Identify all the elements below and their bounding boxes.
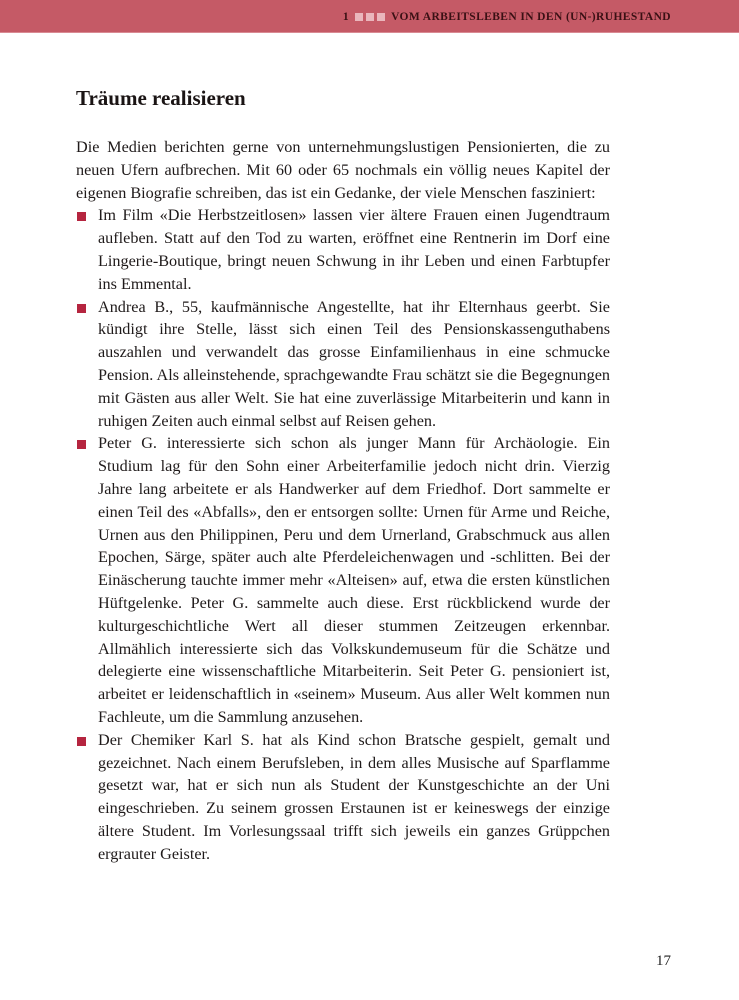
chapter-title: VOM ARBEITSLEBEN IN DEN (UN-)RUHESTAND xyxy=(391,11,671,23)
list-item xyxy=(76,729,610,866)
square-bullet-icon xyxy=(77,737,86,746)
page-number: 17 xyxy=(656,953,671,969)
square-icon xyxy=(355,13,363,21)
running-head xyxy=(343,11,671,23)
intro-paragraph: Die Medien berichten gerne von unternehmungslustigen Pensionierten, die zu neuen Ufern aufbrechen. Mit 60 oder 65 nochmals ein völlig neues Kapitel der eigenen Biografie schreiben, das ist ein Gedanke, der viele Menschen fasziniert: xyxy=(76,138,610,202)
chapter-number: 1 xyxy=(342,11,350,23)
list-item-text: Andrea B., 55, kaufmännische Angestellte, hat ihr Elternhaus geerbt. Sie kündigt ihre Stelle, lässt sich einen Teil des Pensionskassenguthabens auszahlen und verwandelt das grosse Einfamilienhaus in eine schmucke Pension. Als alleinstehende, sprachgewandte Frau schätzt sie die Begegnungen mit Gästen aus aller Welt. Sie hat eine zuverlässige Mitarbeiterin und kann in ruhigen Zeiten auch einmal selbst auf Reisen gehen. xyxy=(98,297,610,430)
section-title: Träume realisieren xyxy=(76,86,246,110)
body-text xyxy=(76,136,610,866)
square-bullet-icon xyxy=(77,212,86,221)
running-header-band xyxy=(0,0,739,33)
list-item xyxy=(76,204,610,295)
list-item-text: Der Chemiker Karl S. hat als Kind schon Bratsche gespielt, gemalt und gezeichnet. Nach einem Berufsleben, in dem alles Musische auf Sparflamme gesetzt war, hat er sich nun als Student der Kunstgeschichte an der Uni eingeschrieben. Zu seinem grossen Erstaunen ist er keineswegs der einzige ältere Student. Im Vorlesungssaal trifft sich jeweils ein ganzes Grüppchen ergrauter Geister. xyxy=(98,730,610,863)
list-item xyxy=(76,432,610,728)
square-ornament-icon xyxy=(355,13,385,21)
square-bullet-icon xyxy=(77,304,86,313)
list-item xyxy=(76,296,610,433)
square-icon xyxy=(366,13,374,21)
list-item-text: Im Film «Die Herbstzeitlosen» lassen vier ältere Frauen einen Jugendtraum aufleben. Statt auf den Tod zu warten, eröffnet eine Rentnerin im Dorf eine Lingerie-Boutique, bringt neuen Schwung in ihr Leben und einen Farbtupfer ins Emmental. xyxy=(98,206,610,293)
square-bullet-icon xyxy=(77,440,86,449)
square-icon xyxy=(377,13,385,21)
example-list xyxy=(76,204,610,865)
list-item-text: Peter G. interessierte sich schon als junger Mann für Archäologie. Ein Studium lag für den Sohn einer Arbeiterfamilie jedoch nicht drin. Vierzig Jahre lang arbeitete er als Handwerker auf dem Friedhof. Dort sammelte er einen Teil des «Abfalls», den er entsorgen sollte: Urnen für Arme und Reiche, Urnen aus den Philippinen, Peru und dem Urnerland, Grabschmuck aus allen Epochen, Särge, später auch alte Pferdeleichenwagen und -schlitten. Bei der Einäscherung tauchte immer mehr «Alteisen» auf, etwa die ersten künstlichen Hüftgelenke. Peter G. sammelte auch diese. Erst rückblickend wurde der kulturgeschichtliche Wert all dieser stummen Zeitzeugen erkennbar. Allmählich interessierte sich das Volkskundemuseum für die Schätze und delegierte eine wissenschaftliche Mitarbeiterin. Seit Peter G. pensioniert ist, arbeitet er leidenschaftlich in «seinem» Museum. Aus aller Welt kommen nun Fachleute, um die Sammlung anzusehen. xyxy=(98,434,610,726)
